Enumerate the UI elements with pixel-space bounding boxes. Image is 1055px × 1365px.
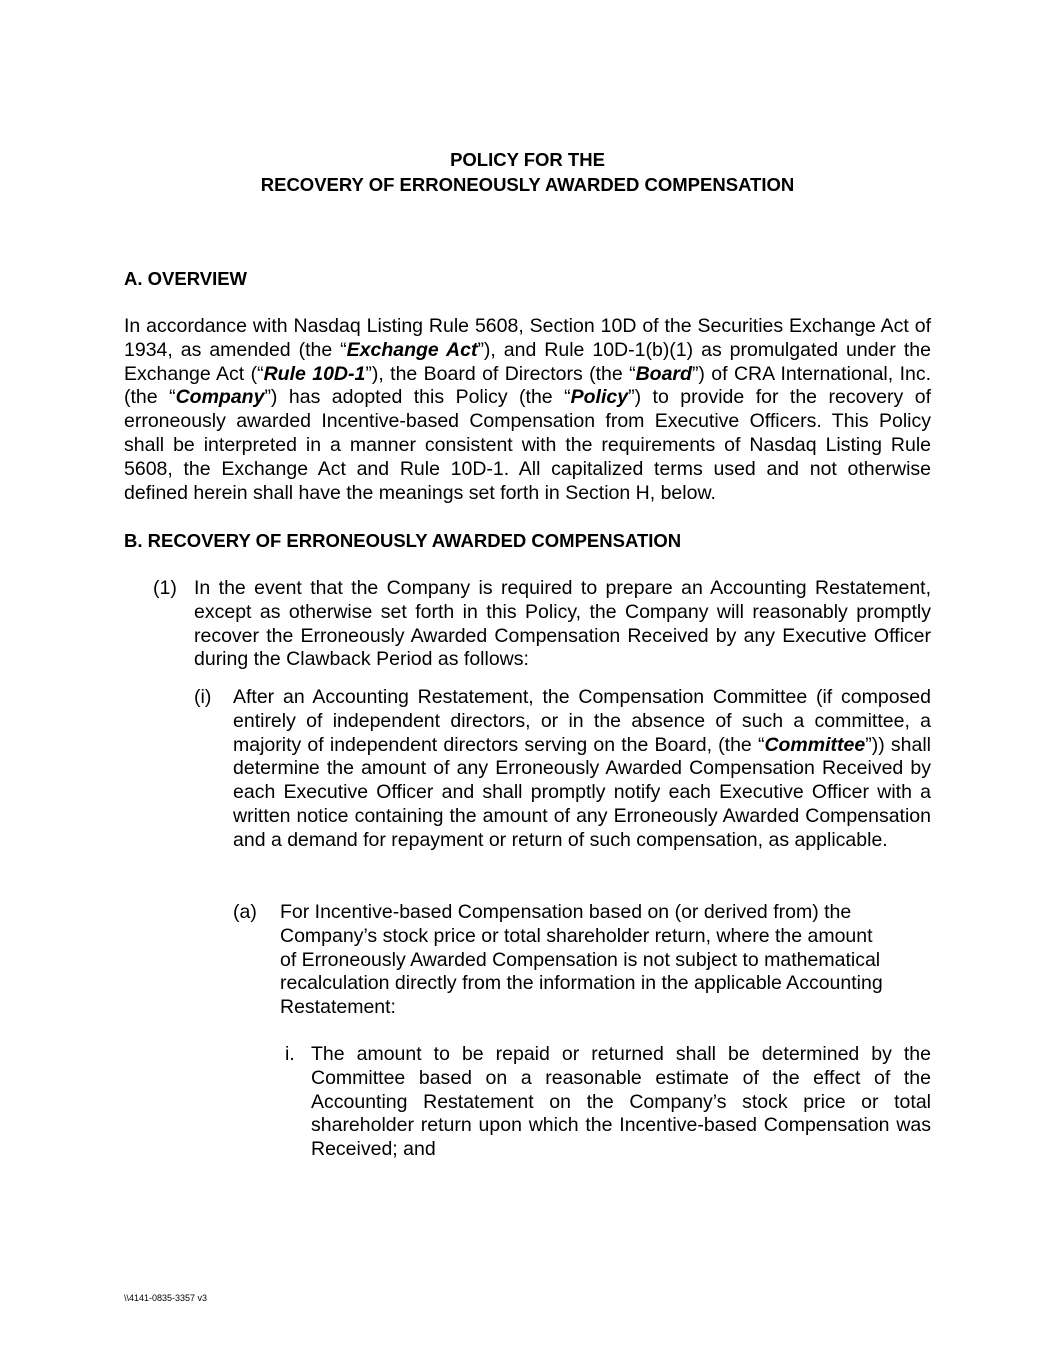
document-footer-id: \\4141-0835-3357 v3 — [124, 1293, 208, 1303]
item-a-paragraph — [280, 901, 940, 1020]
item-a-marker: (a) — [233, 901, 257, 923]
defined-term-committee: Committee — [764, 733, 866, 756]
item-roman-i-marker: i. — [285, 1043, 295, 1065]
section-a-heading: A. OVERVIEW — [124, 268, 248, 289]
item-a-line-1: For Incentive-based Compensation based on (or derived from) the — [280, 901, 852, 923]
section-a-paragraph: In accordance with Nasdaq Listing Rule 5608, Section 10D of the Securities Exchange Act of 1934, as amended (the “Exchange Act”), and Rule 10D-1(b)(1) as promulgated under the Exchange Act (“Rule 10D-1”), the Board of Directors (the “Board”) of CRA International, Inc. (the “Company”) has adopted this Policy (the “Policy”) to provide for the recovery of erroneously awarded Incentive-based Compensation from Executive Officers. This Policy shall be interpreted in a manner consistent with the requirements of Nasdaq Listing Rule 5608, the Exchange Act and Rule 10D-1. All capitalized terms used and not otherwise defined herein shall have the meanings set forth in Section H, below. — [124, 315, 931, 504]
document-title — [0, 147, 1055, 197]
item-a-line-2: Company’s stock price or total shareholder return, where the amount — [280, 924, 873, 947]
section-b-heading: B. RECOVERY OF ERRONEOUSLY AWARDED COMPENSATION — [124, 530, 682, 551]
item-a-line-4: recalculation directly from the information in the applicable Accounting — [280, 972, 883, 995]
defined-term-rule-10d-1: Rule 10D-1 — [263, 362, 366, 385]
title-line-1: POLICY FOR THE — [450, 149, 605, 170]
item-1-paragraph: In the event that the Company is required to prepare an Accounting Restatement, except as otherwise set forth in this Policy, the Company will reasonably promptly recover the Erroneously Awarded Compensation Received by any Executive Officer during the Clawback Period as follows: — [194, 577, 931, 671]
item-1-marker: (1) — [153, 577, 177, 599]
item-roman-i-paragraph: The amount to be repaid or returned shall be determined by the Committee based on a reasonable estimate of the effect of the Accounting Restatement on the Company’s stock price or total shareholder return upon which the Incentive-based Compensation was Received; and — [311, 1043, 931, 1161]
defined-term-company: Company — [175, 386, 265, 409]
defined-term-exchange-act: Exchange Act — [346, 338, 478, 361]
defined-term-board: Board — [635, 362, 692, 385]
item-a-line-5: Restatement: — [280, 996, 396, 1019]
item-i-paragraph: After an Accounting Restatement, the Compensation Committee (if composed entirely of independent directors, or in the absence of such a committee, a majority of independent directors serving on the Board, (the “Committee”)) shall determine the amount of any Erroneously Awarded Compensation Received by each Executive Officer and shall promptly notify each Executive Officer with a written notice containing the amount of any Erroneously Awarded Compensation and a demand for repayment or return of such compensation, as applicable. — [233, 686, 931, 851]
item-i-marker: (i) — [194, 686, 212, 708]
item-a-line-3: of Erroneously Awarded Compensation is not subject to mathematical — [280, 948, 881, 971]
defined-term-policy: Policy — [570, 386, 629, 409]
title-line-2: RECOVERY OF ERRONEOUSLY AWARDED COMPENSATION — [260, 174, 795, 195]
